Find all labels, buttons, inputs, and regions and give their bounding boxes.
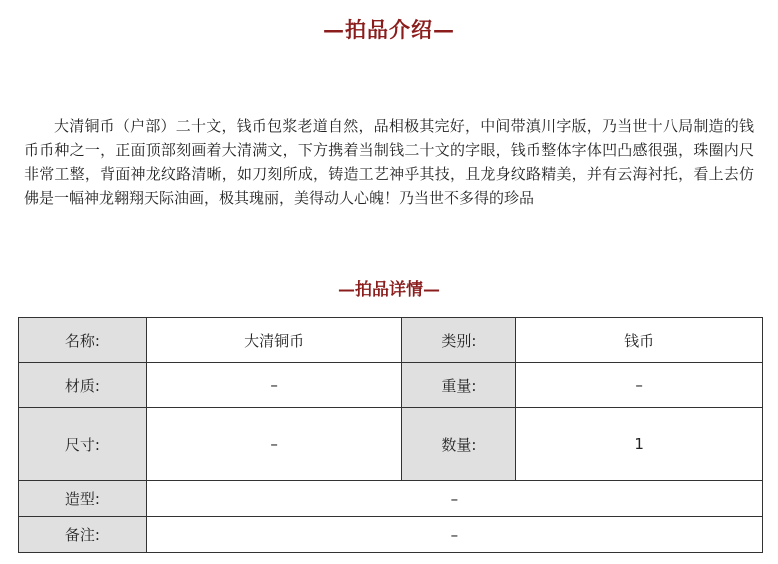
material-label: 材质: [19,363,147,408]
size-value: – [146,408,402,481]
table-row [19,517,763,553]
quantity-label: 数量: [402,408,516,481]
size-label: 尺寸: [19,408,147,481]
material-value: – [146,363,402,408]
table-row [19,363,763,408]
intro-paragraph: 大清铜币（户部）二十文，钱币包浆老道自然，品相极其完好，中间带滇川字版，乃当世十八局制造的钱币币种之一，正面顶部刻画着大清满文，下方携着当制钱二十文的字眼，钱币整体字体凹凸感很强，珠圈内尺非常工整，背面神龙纹路清晰，如刀刻所成，铸造工艺神乎其技，且龙身纹路精美，并有云海衬托，看上去仿佛是一幅神龙翱翔天际油画，极其瑰丽，美得动人心魄！乃当世不多得的珍品 [24,117,754,207]
details-section-title: —拍品详情— [338,280,440,300]
quantity-value: 1 [516,408,763,481]
name-value: 大清铜币 [146,318,402,363]
note-value: – [146,517,762,553]
weight-label: 重量: [402,363,516,408]
category-label: 类别: [402,318,516,363]
note-label: 备注: [19,517,147,553]
table-row [19,408,763,481]
table-row [19,481,763,517]
category-value: 钱币 [516,318,763,363]
intro-section-title: —拍品介绍— [323,17,455,42]
shape-label: 造型: [19,481,147,517]
shape-value: – [146,481,762,517]
details-table [18,317,763,553]
table-row [19,318,763,363]
weight-value: – [516,363,763,408]
name-label: 名称: [19,318,147,363]
